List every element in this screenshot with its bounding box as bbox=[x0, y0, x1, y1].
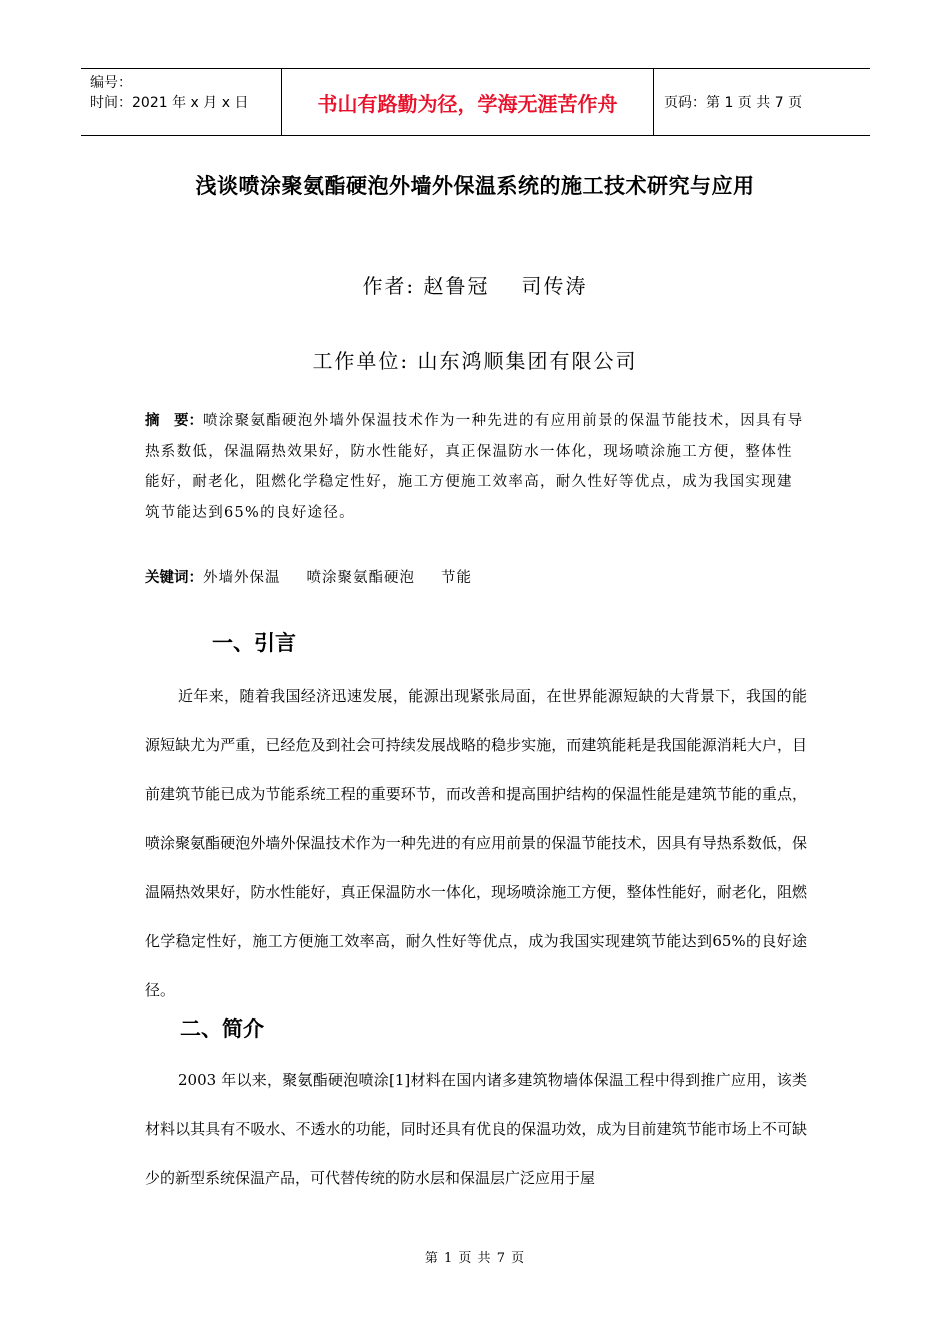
author-name-1: 赵鲁冠 bbox=[423, 274, 490, 298]
keyword-item: 节能 bbox=[441, 570, 472, 586]
section-paragraph-overview: 2003 年以来，聚氨酯硬泡喷涂[1]材料在国内诸多建筑物墙体保温工程中得到推广应用，该类材料以其具有不吸水、不透水的功能，同时还具有优良的保温功效，成为目前建筑节能市场上不可缺少的新型系统保温产品，可代替传统的防水层和保温层广泛应用于屋 bbox=[145, 1071, 807, 1187]
header-motto: 书山有路勤为径，学海无涯苦作舟 bbox=[281, 69, 654, 135]
abstract-label: 摘 要： bbox=[145, 413, 203, 429]
abstract bbox=[145, 406, 805, 528]
keyword-item: 喷涂聚氨酯硬泡 bbox=[306, 570, 415, 586]
keyword-item: 外墙外保温 bbox=[203, 570, 281, 586]
keywords-label: 关键词： bbox=[145, 570, 203, 586]
authors-line bbox=[0, 270, 950, 299]
work-unit: 工作单位: 山东鸿顺集团有限公司 bbox=[312, 349, 638, 373]
author-name-2: 司传涛 bbox=[521, 274, 588, 298]
number-label: 编号： bbox=[90, 75, 132, 91]
keywords bbox=[145, 566, 498, 590]
authors-label: 作者: bbox=[362, 274, 416, 298]
header-page-info: 页码：第 1 页 共 7 页 bbox=[664, 95, 803, 111]
page-header bbox=[81, 68, 870, 136]
header-meta bbox=[81, 69, 281, 135]
section-heading-overview: 二、简介 bbox=[180, 1017, 264, 1041]
document-title: 浅谈喷涂聚氨酯硬泡外墙外保温系统的施工技术研究与应用 bbox=[195, 174, 755, 198]
section-paragraph-introduction: 近年来，随着我国经济迅速发展，能源出现紧张局面，在世界能源短缺的大背景下，我国的能源短缺尤为严重，已经危及到社会可持续发展战略的稳步实施，而建筑能耗是我国能源消耗大户，目前建筑节能已成为节能系统工程的重要环节，而改善和提高围护结构的保温性能是建筑节能的重点，喷涂聚氨酯硬泡外墙外保温技术作为一种先进的有应用前景的保温节能技术，因具有导热系数低，保温隔热效果好，防水性能好，真正保温防水一体化，现场喷涂施工方便，整体性能好，耐老化，阻燃化学稳定性好，施工方便施工效率高，耐久性好等优点，成为我国实现建筑节能达到65%的良好途径。 bbox=[145, 687, 807, 999]
time-line: 时间：2021 年 x 月 x 日 bbox=[90, 95, 249, 111]
abstract-text: 喷涂聚氨酯硬泡外墙外保温技术作为一种先进的有应用前景的保温节能技术，因具有导热系数低，保温隔热效果好，防水性能好，真正保温防水一体化，现场喷涂施工方便，整体性能好，耐老化，阻燃化学稳定性好，施工方便施工效率高，耐久性好等优点，成为我国实现建筑节能达到65%的良好途径。 bbox=[145, 413, 804, 521]
section-heading-introduction: 一、引言 bbox=[212, 631, 296, 655]
page-footer: 第 1 页 共 7 页 bbox=[424, 1251, 526, 1266]
